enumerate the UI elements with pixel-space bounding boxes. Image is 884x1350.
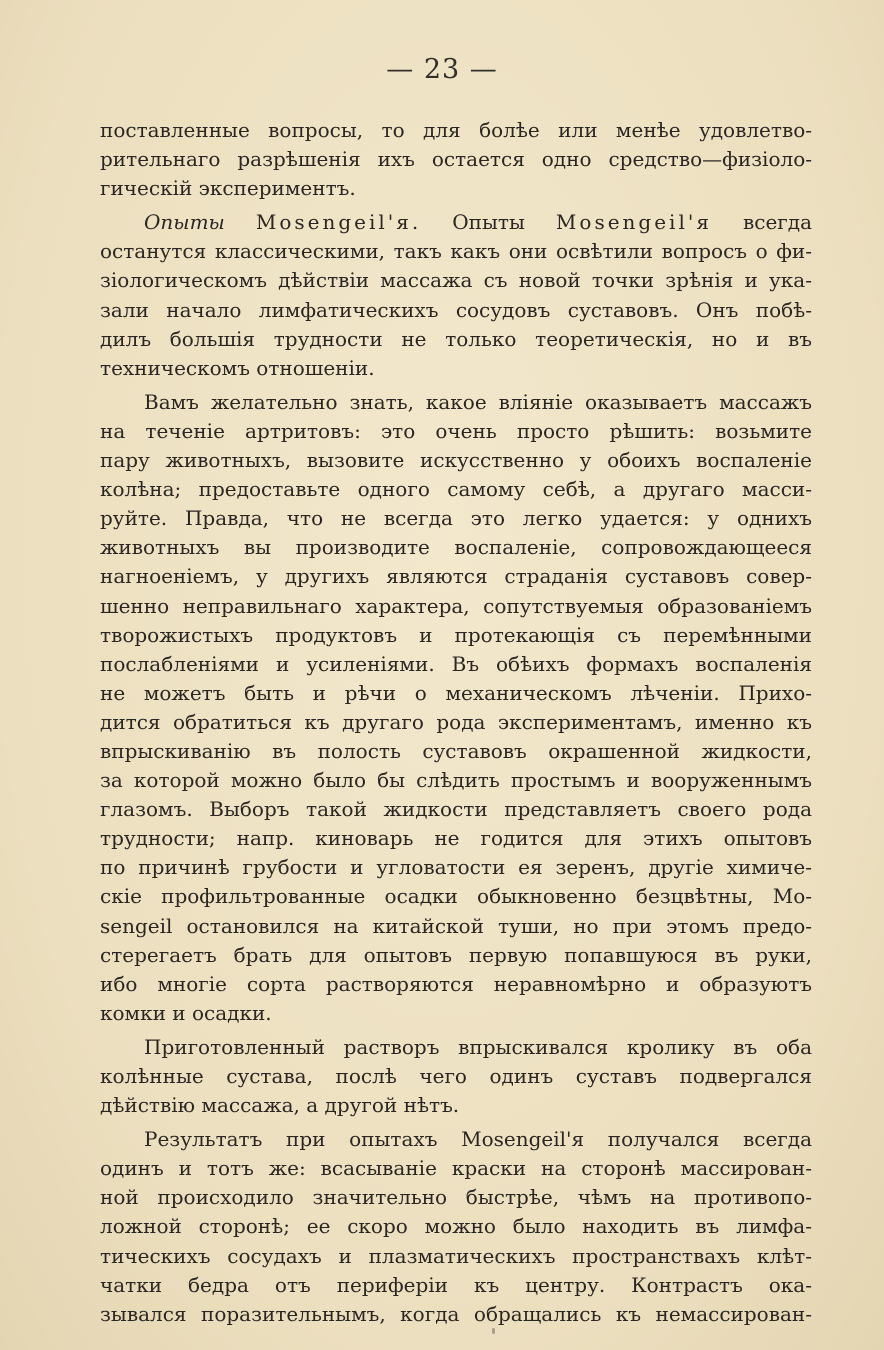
text-line: sengeil остановился на китайской туши, но при этомъ предо-: [100, 913, 812, 938]
text-fragment: всегда: [742, 210, 812, 235]
paragraph-4: [100, 1033, 812, 1120]
text-line-first: [100, 208, 812, 237]
text-line: ложной сторонѣ; ее скоро можно было находить въ лимфа-: [100, 1214, 812, 1239]
text-line: дится обратиться къ другаго рода экспериментамъ, именно къ: [100, 709, 812, 734]
paragraph-5: [100, 1125, 812, 1329]
paragraph-3: [100, 388, 812, 1028]
text-line: Приготовленный растворъ впрыскивался кролику въ оба: [144, 1034, 812, 1059]
body-text: [100, 116, 812, 1329]
text-line: животныхъ вы производите воспаленіе, сопровождающееся: [100, 535, 812, 560]
author-name: Mosengeil'я: [555, 210, 712, 235]
text-fragment: Опыты: [452, 210, 525, 235]
runin-heading-name: Mosengeil'я.: [255, 210, 422, 235]
text-line: дѣйствію массажа, а другой нѣтъ.: [100, 1093, 460, 1118]
text-line: за которой можно было бы слѣдить простымъ и вооруженнымъ: [100, 768, 812, 793]
paragraph-2: [100, 208, 812, 383]
text-line: зывался поразительнымъ, когда обращались къ немассирован-: [100, 1301, 812, 1326]
text-line: на теченіе артритовъ: это очень просто рѣшить: возьмите: [100, 418, 812, 443]
text-line: творожистыхъ продуктовъ и протекающія съ перемѣнными: [100, 622, 812, 647]
text-line: техническомъ отношеніи.: [100, 355, 375, 380]
text-line: поставленные вопросы, то для болѣе или менѣе удовлетво-: [100, 118, 812, 142]
text-line: Вамъ желательно знать, какое вліяніе оказываетъ массажъ: [144, 389, 812, 414]
paragraph-1: [100, 116, 812, 203]
text-line: шенно неправильнаго характера, сопутствуемыя образованіемъ: [100, 593, 812, 618]
text-line: ной происходило значительно быстрѣе, чѣмъ на противопо-: [100, 1185, 812, 1210]
text-line: ибо многіе сорта растворяются неравномѣрно и образуютъ: [100, 971, 812, 996]
text-line: останутся классическими, такъ какъ они освѣтили вопросъ о фи-: [100, 239, 812, 264]
text-line: колѣнные сустава, послѣ чего одинъ суставъ подвергался: [100, 1064, 812, 1088]
text-line: не можетъ быть и рѣчи о механическомъ лѣченіи. Прихо-: [100, 680, 812, 705]
text-line: тическихъ сосудахъ и плазматическихъ пространствахъ клѣт-: [100, 1243, 812, 1268]
text-line: комки и осадки.: [100, 1000, 272, 1025]
text-line: пару животныхъ, вызовите искусственно у обоихъ воспаленіе: [100, 448, 812, 473]
text-line: трудности; напр. киноварь не годится для этихъ опытовъ: [100, 826, 812, 851]
text-line: зіологическомъ дѣйствіи массажа съ новой точки зрѣнія и ука-: [100, 268, 812, 293]
runin-heading-italic: Опыты: [144, 210, 225, 235]
text-line: дилъ большія трудности не только теоретическія, но и въ: [100, 326, 812, 351]
text-line: колѣна; предоставьте одного самому себѣ, а другаго масси-: [100, 477, 812, 502]
page-number: — 23 —: [386, 54, 498, 85]
text-line: чатки бедра отъ периферіи къ центру. Контрастъ ока-: [100, 1272, 812, 1297]
text-line: руйте. Правда, что не всегда это легко удается: у однихъ: [100, 506, 812, 531]
text-line: стерегаетъ брать для опытовъ первую попавшуюся въ руки,: [100, 942, 812, 967]
text-line: послабленіями и усиленіями. Въ обѣихъ формахъ воспаленія: [100, 651, 812, 676]
text-line: зали начало лимфатическихъ сосудовъ суставовъ. Онъ побѣ-: [100, 297, 812, 322]
text-line: по причинѣ грубости и угловатости ея зеренъ, другіе химиче-: [100, 855, 812, 880]
text-line: скіе профильтрованные осадки обыкновенно безцвѣтны, Mo-: [100, 884, 812, 909]
text-line: одинъ и тотъ же: всасываніе краски на сторонѣ массирован-: [100, 1156, 812, 1181]
paper-speck: [492, 1328, 495, 1334]
text-line: впрыскиванію въ полость суставовъ окрашенной жидкости,: [100, 738, 812, 763]
text-line: Результатъ при опытахъ Mosengeil'я получался всегда: [144, 1127, 812, 1152]
text-line: глазомъ. Выборъ такой жидкости представляетъ своего рода: [100, 797, 812, 822]
text-line: рительнаго разрѣшенія ихъ остается одно средство—физіоло-: [100, 147, 812, 172]
text-line: нагноеніемъ, у другихъ являются страданія суставовъ совер-: [100, 564, 812, 589]
text-line: гическій экспериментъ.: [100, 176, 356, 201]
